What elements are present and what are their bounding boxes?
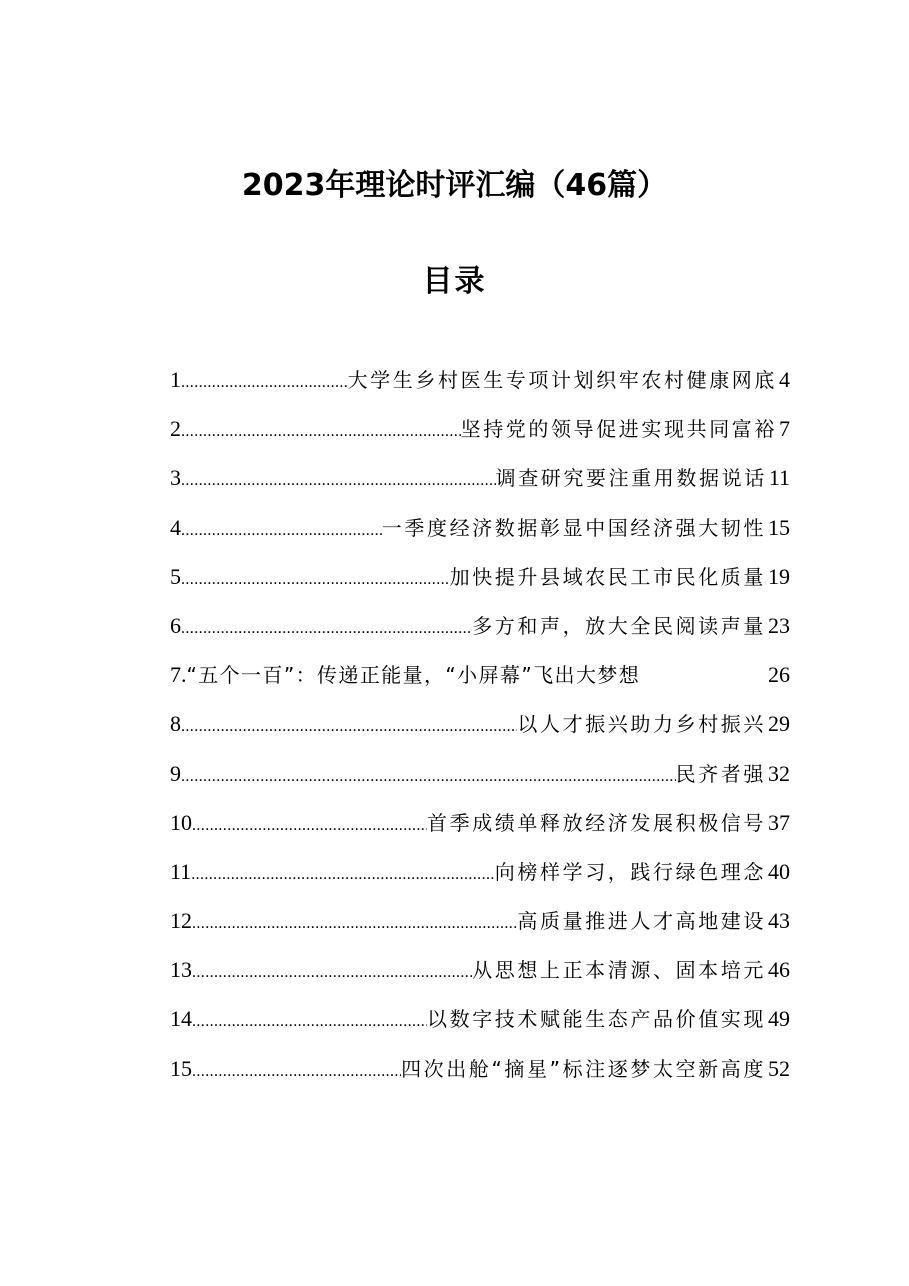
toc-dot-leader bbox=[181, 363, 348, 403]
toc-entry-page: 32 bbox=[768, 760, 790, 786]
toc-entry-number: 15 bbox=[170, 1055, 192, 1081]
toc-entry[interactable] bbox=[170, 1049, 790, 1098]
toc-dot-leader bbox=[192, 1002, 427, 1042]
toc-entry[interactable] bbox=[170, 655, 790, 704]
toc-entry[interactable] bbox=[170, 704, 790, 753]
toc-entry-page: 4 bbox=[779, 367, 790, 392]
toc-entry[interactable] bbox=[170, 508, 790, 557]
toc-entry-title: 向榜样学习，践行绿色理念 bbox=[494, 859, 766, 884]
toc-entry-number: 10 bbox=[170, 809, 192, 835]
toc-entry-number: 8 bbox=[170, 711, 181, 737]
toc-entry-page: 37 bbox=[768, 809, 790, 835]
toc-entry-number: 2 bbox=[170, 416, 181, 442]
toc-entry[interactable] bbox=[170, 557, 790, 606]
toc-dot-leader bbox=[181, 461, 496, 501]
toc-heading: 目录 bbox=[422, 264, 487, 299]
toc-dot-leader bbox=[192, 953, 472, 993]
toc-entry-page: 15 bbox=[768, 514, 790, 540]
toc-entry-title: “五个一百”：传递正能量，“小屏幕”飞出大梦想 bbox=[186, 663, 641, 688]
toc-dot-leader bbox=[181, 412, 461, 452]
toc-entry-page: 52 bbox=[768, 1055, 790, 1081]
toc-entry-number: 6 bbox=[170, 612, 181, 638]
toc-entry-title: 多方和声，放大全民阅读声量 bbox=[472, 613, 766, 638]
toc-entry-page: 40 bbox=[768, 858, 790, 884]
toc-entry[interactable] bbox=[170, 999, 790, 1048]
toc-entry-title: 坚持党的领导促进实现共同富裕 bbox=[460, 417, 777, 442]
toc-entry-title: 一季度经济数据彰显中国经济强大韧性 bbox=[381, 515, 766, 540]
toc-entry-number: 7. bbox=[170, 662, 187, 688]
toc-entry-title: 四次出舱“摘星”标注逐梦太空新高度 bbox=[401, 1056, 766, 1081]
toc-entry-title: 以人才振兴助力乡村振兴 bbox=[517, 712, 766, 737]
toc-entry-page: 29 bbox=[768, 711, 790, 737]
toc-entry[interactable] bbox=[170, 409, 790, 458]
toc-entry[interactable] bbox=[170, 360, 790, 409]
toc-dot-leader bbox=[192, 806, 427, 846]
toc-dot-leader bbox=[191, 855, 495, 895]
toc-entry[interactable] bbox=[170, 458, 790, 507]
toc-entry-title: 首季成绩单释放经济发展积极信号 bbox=[427, 810, 766, 835]
toc-entry-page: 19 bbox=[768, 563, 790, 589]
toc-entry-title: 从思想上正本清源、固本培元 bbox=[472, 958, 766, 983]
toc-entry-title: 调查研究要注重用数据说话 bbox=[495, 466, 767, 491]
toc-entry-number: 14 bbox=[170, 1006, 192, 1032]
toc-entry-page: 43 bbox=[768, 908, 790, 934]
toc-dot-leader bbox=[192, 1052, 401, 1092]
toc-entry-page: 26 bbox=[768, 662, 790, 688]
toc-entry[interactable] bbox=[170, 754, 790, 803]
toc-entry-title: 以数字技术赋能生态产品价值实现 bbox=[427, 1007, 766, 1032]
toc-entry-number: 4 bbox=[170, 514, 181, 540]
toc-entry-title: 大学生乡村医生专项计划织牢农村健康网底 bbox=[347, 368, 777, 392]
toc-entry-title: 高质量推进人才高地建设 bbox=[517, 909, 766, 934]
toc-dot-leader bbox=[181, 707, 517, 747]
toc-dot-leader bbox=[181, 609, 472, 649]
toc-entry[interactable] bbox=[170, 606, 790, 655]
toc-entry[interactable] bbox=[170, 901, 790, 950]
toc-entry[interactable] bbox=[170, 803, 790, 852]
toc-entry-number: 9 bbox=[170, 760, 181, 786]
toc-entry-page: 49 bbox=[768, 1006, 790, 1032]
toc-entry[interactable] bbox=[170, 852, 790, 901]
page-title: 2023年理论时评汇编（46篇） bbox=[241, 168, 668, 203]
toc-entry-number: 5 bbox=[170, 563, 181, 589]
toc-entry-page: 46 bbox=[768, 957, 790, 983]
toc-entry-title: 加快提升县域农民工市民化质量 bbox=[449, 564, 766, 589]
toc-dot-leader bbox=[181, 560, 450, 600]
toc-entry-page: 23 bbox=[768, 612, 790, 638]
table-of-contents bbox=[170, 360, 790, 1098]
toc-dot-leader bbox=[192, 904, 517, 944]
toc-entry-number: 13 bbox=[170, 957, 192, 983]
toc-entry-number: 12 bbox=[170, 908, 192, 934]
toc-entry-number: 3 bbox=[170, 465, 181, 491]
toc-dot-leader bbox=[181, 511, 382, 551]
toc-entry-number: 11 bbox=[170, 858, 192, 884]
toc-entry[interactable] bbox=[170, 950, 790, 999]
toc-entry-number: 1 bbox=[170, 367, 181, 392]
toc-entry-page: 7 bbox=[779, 416, 790, 442]
toc-entry-page: 11 bbox=[768, 465, 790, 491]
toc-dot-leader bbox=[181, 757, 676, 797]
toc-entry-title: 民齐者强 bbox=[675, 761, 766, 786]
